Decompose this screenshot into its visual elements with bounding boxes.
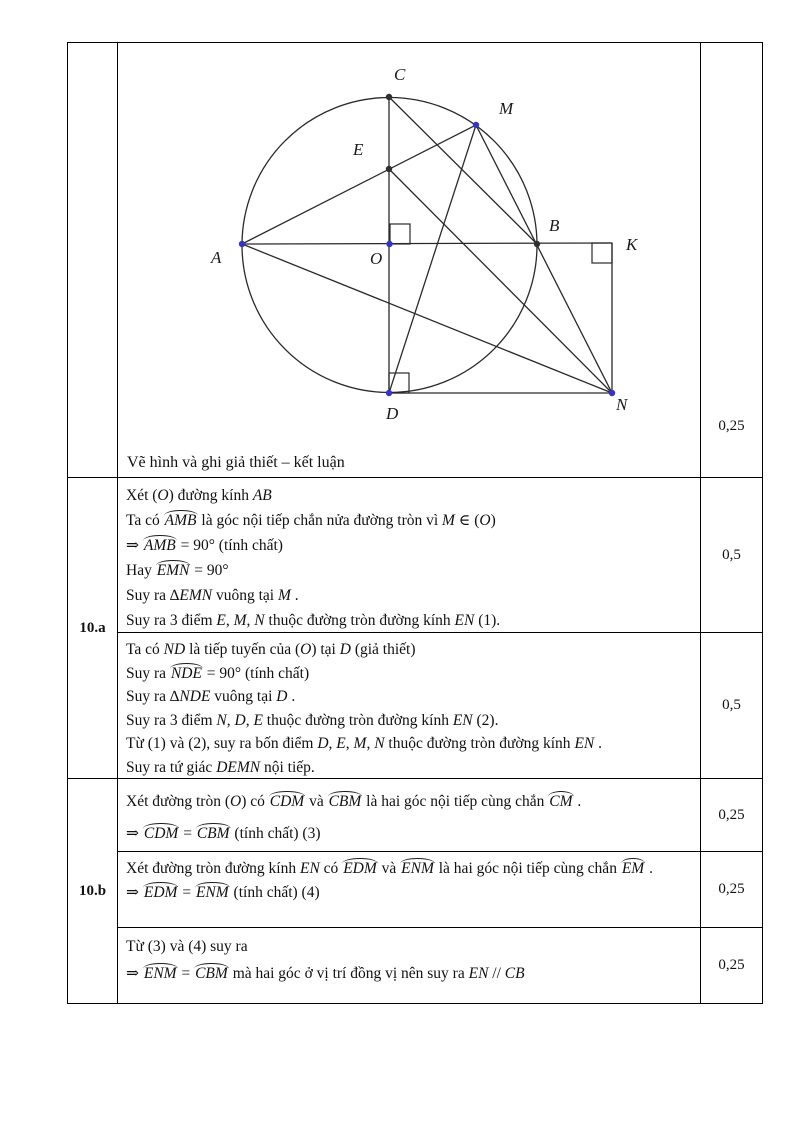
point-label-O: O [370, 249, 383, 268]
angle-arc-notation: CBM [195, 965, 228, 982]
question-number-10b: 10.b [78, 882, 107, 899]
angle-arc-notation: AMB [143, 537, 176, 554]
solution-line: Xét đường tròn đường kính EN có EDM và ENM là hai góc nội tiếp cùng chắn EM . [126, 860, 653, 877]
angle-arc-notation: NDE [170, 664, 202, 682]
point-label-N: N [616, 395, 628, 414]
solution-line: Suy ra tứ giác DEMN nội tiếp. [126, 758, 315, 776]
row-label-10b [67, 778, 118, 1004]
angle-arc-notation: CBM [328, 793, 362, 810]
score-cell-10a-2 [700, 632, 763, 779]
math-variable: E [216, 612, 226, 629]
angle-arc-notation: EM [621, 860, 645, 877]
solution-cell-10b-2 [117, 851, 701, 928]
angle-arc-notation: ENM [195, 883, 229, 901]
solution-line: ⇒ ENM = CBM mà hai góc ở vị trí đồng vị nên suy ra EN // CB [126, 965, 525, 982]
math-variable: O [157, 487, 169, 504]
question-number-10a: 10.a [79, 619, 106, 636]
math-variable: EN [299, 860, 320, 877]
solution-cell-10a-2 [117, 632, 701, 779]
score-cell-10a-1 [700, 477, 763, 633]
segment-EN [389, 169, 612, 393]
angle-arc-notation: ENM [143, 965, 177, 982]
angle-arc-notation: EDM [343, 860, 377, 877]
point-dot-N [609, 390, 615, 396]
score-value: 0,5 [722, 546, 741, 563]
segment-AN [242, 244, 612, 393]
point-dot-E [386, 166, 392, 172]
math-variable: M [353, 735, 367, 752]
point-dot-C [386, 94, 392, 100]
math-variable: AB [252, 487, 272, 504]
point-dot-D [386, 390, 392, 396]
solution-line: Suy ra NDE = 90° (tính chất) [126, 664, 310, 682]
math-variable: D [276, 688, 288, 705]
solution-line: Suy ra 3 điểm E, M, N thuộc đường tròn đường kính EN (1). [126, 612, 501, 629]
score-cell-10b-2 [700, 851, 763, 928]
solution-line: Ta có ND là tiếp tuyến của (O) tại D (giả thiết) [126, 641, 416, 658]
row-label-10a [67, 477, 118, 779]
solution-cell-10a-1 [117, 477, 701, 633]
math-variable: M [442, 512, 455, 529]
math-variable: E [336, 735, 346, 752]
math-variable: ND [163, 641, 186, 658]
math-variable: E [253, 711, 263, 729]
math-variable: CB [504, 965, 525, 982]
geometry-figure [117, 42, 701, 478]
geometry-figure-svg [117, 42, 701, 478]
math-variable: D [317, 735, 329, 752]
solution-line: Xét đường tròn (O) có CDM và CBM là hai góc nội tiếp cùng chắn CM . [126, 793, 582, 810]
solution-line: Suy ra ∆NDE vuông tại D . [126, 688, 296, 705]
math-variable: D [234, 711, 246, 729]
right-angle-mark-0 [390, 224, 410, 244]
solution-line: Suy ra ∆EMN vuông tại M . [126, 587, 299, 604]
point-dot-A [239, 241, 245, 247]
math-variable: N [374, 735, 385, 752]
figure-caption: Vẽ hình và ghi giả thiết – kết luận [127, 454, 345, 471]
point-dot-M [473, 122, 479, 128]
math-variable: NDE [179, 688, 211, 705]
score-cell-figure [700, 42, 763, 478]
point-dot-B [534, 241, 540, 247]
angle-arc-notation: CBM [196, 825, 230, 842]
solution-line: Xét (O) đường kính AB [126, 487, 272, 504]
solution-line: Từ (3) và (4) suy ra [126, 938, 248, 955]
segment-MD [389, 125, 476, 393]
math-variable: EMN [179, 587, 213, 604]
point-label-B: B [549, 216, 560, 235]
segment-AK [242, 243, 612, 244]
score-value: 0,25 [718, 806, 745, 823]
score-cell-10b-3 [700, 927, 763, 1004]
angle-arc-notation: CDM [143, 825, 179, 842]
right-angle-mark-2 [592, 243, 612, 263]
math-variable: O [479, 512, 491, 529]
angle-arc-notation: AMB [164, 512, 197, 529]
math-variable: EN [574, 735, 595, 752]
point-label-D: D [386, 404, 399, 423]
math-variable: N [216, 711, 227, 729]
score-value: 0,25 [718, 957, 745, 973]
point-label-K: K [626, 235, 638, 254]
math-variable: D [339, 641, 351, 658]
score-value: 0,5 [722, 697, 741, 713]
math-variable: M [233, 612, 247, 629]
point-label-E: E [353, 140, 364, 159]
solution-line: Suy ra 3 điểm N, D, E thuộc đường tròn đường kính EN (2). [126, 711, 499, 729]
math-variable: O [300, 641, 312, 658]
solution-line: Ta có AMB là góc nội tiếp chắn nửa đường tròn vì M ∈ (O) [126, 512, 496, 529]
angle-arc-notation: CM [549, 793, 573, 810]
math-variable: M [278, 587, 291, 604]
angle-arc-notation: EDM [143, 883, 178, 901]
solution-line: ⇒ EDM = ENM (tính chất) (4) [126, 883, 320, 901]
solution-line: ⇒ CDM = CBM (tính chất) (3) [126, 825, 321, 842]
solution-cell-10b-3 [117, 927, 701, 1004]
solution-line: Hay EMN = 90° [126, 562, 229, 579]
solution-line: ⇒ AMB = 90° (tính chất) [126, 537, 283, 554]
point-dot-O [386, 241, 392, 247]
score-value: 0,25 [718, 418, 745, 434]
angle-arc-notation: ENM [401, 860, 434, 877]
math-variable: EN [452, 711, 473, 729]
segment-CB [389, 97, 537, 244]
angle-arc-notation: EMN [156, 562, 190, 579]
point-label-M: M [499, 99, 514, 118]
point-label-A: A [211, 248, 222, 267]
point-label-C: C [394, 65, 406, 84]
math-variable: EN [468, 965, 489, 982]
score-value: 0,25 [718, 881, 745, 897]
math-variable: EN [454, 612, 475, 629]
solution-line: Từ (1) và (2), suy ra bốn điểm D, E, M, N thuộc đường tròn đường kính EN . [126, 735, 602, 752]
math-variable: DEMN [216, 758, 261, 776]
score-cell-10b-1 [700, 778, 763, 852]
angle-arc-notation: CDM [269, 793, 305, 810]
math-variable: N [254, 612, 265, 629]
solution-cell-10b-1 [117, 778, 701, 852]
math-variable: O [229, 793, 242, 810]
label-cell-empty [67, 42, 118, 478]
